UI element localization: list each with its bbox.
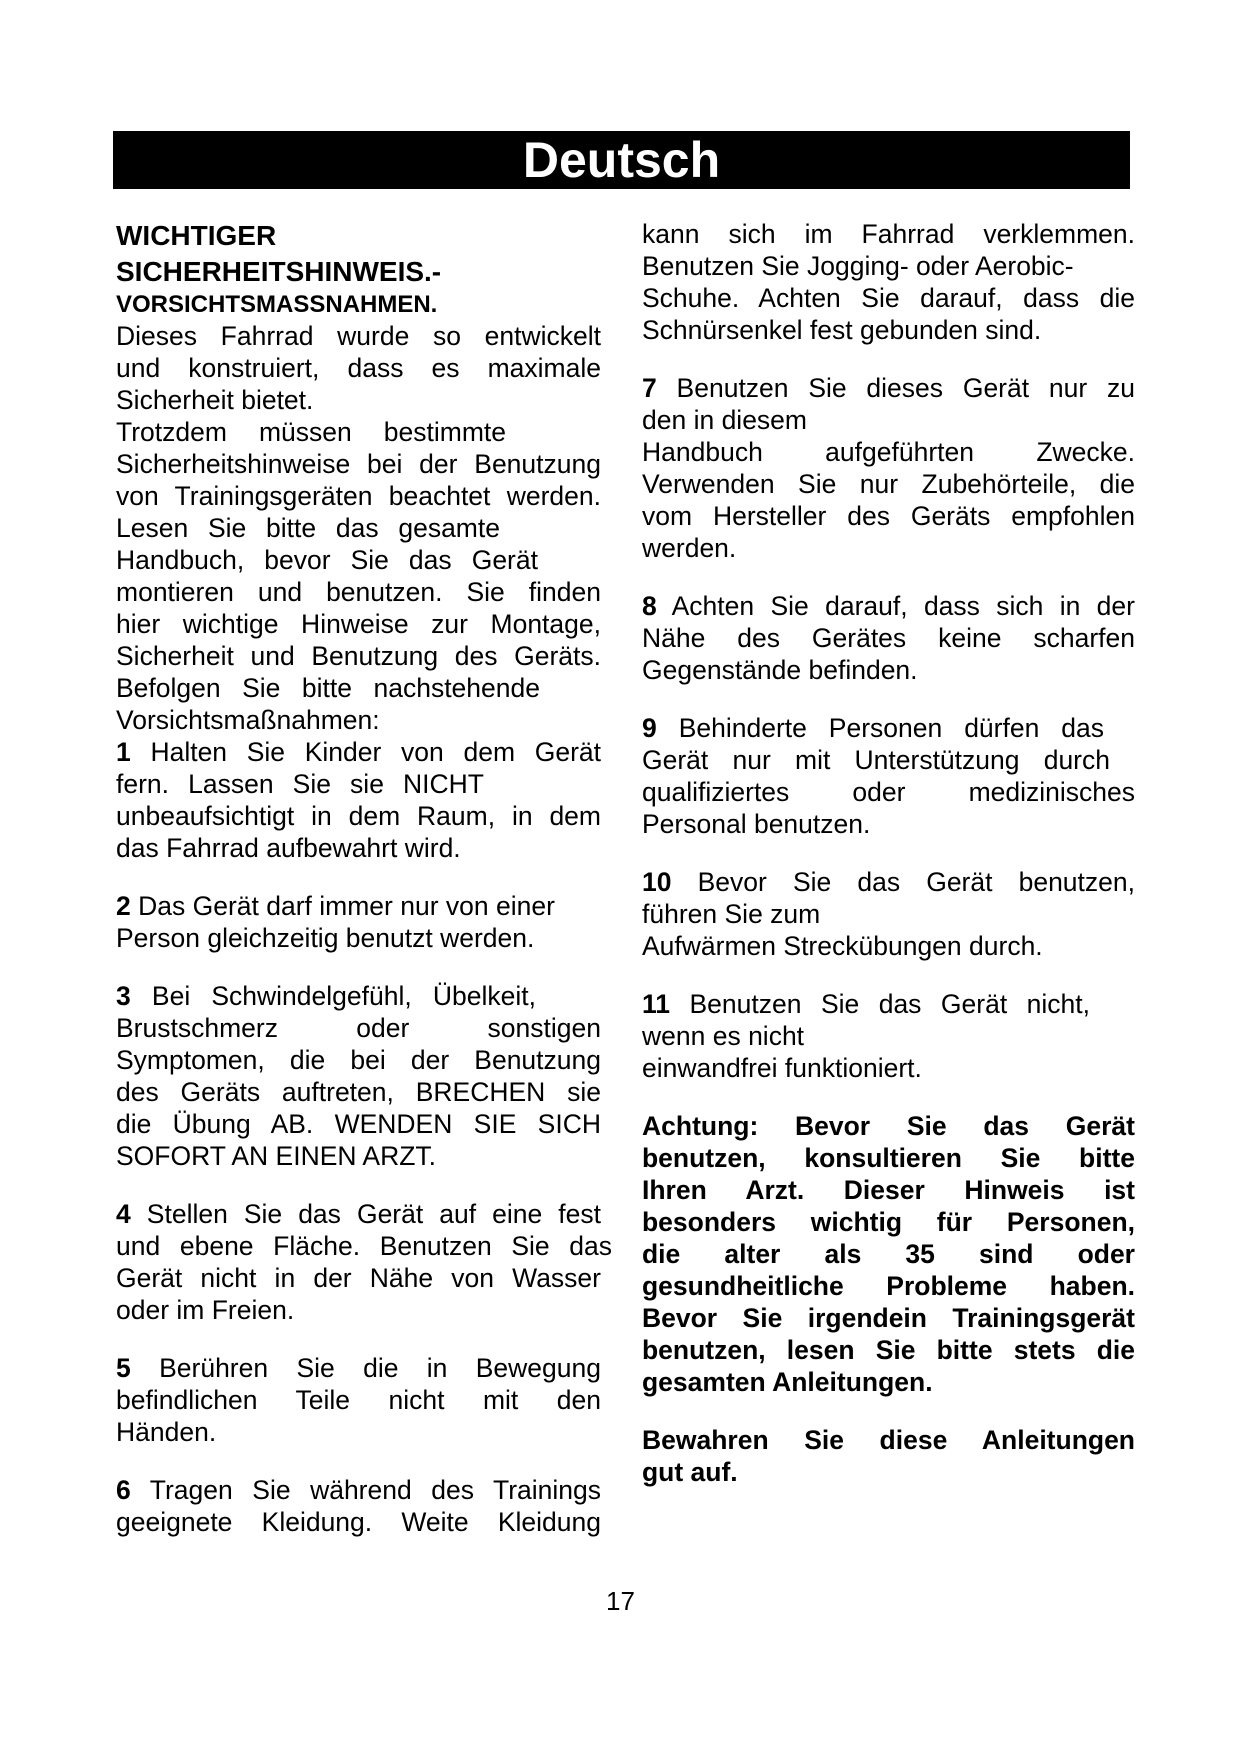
text-line: Händen. [116,1417,217,1447]
text-line: Achtung: Bevor Sie das Gerät [642,1111,1135,1141]
item-number: 7 [642,373,657,403]
item-number: 8 [642,591,657,621]
text-line: Gerät nur mit Unterstützung durch [642,745,1110,775]
text-line: Sicherheit und Benutzung des Geräts. [116,641,601,671]
item-number: 2 [116,891,131,921]
text-line: geeignete Kleidung. Weite Kleidung [116,1507,601,1537]
text-line: fern. Lassen Sie sie NICHT [116,769,484,799]
text-line: Befolgen Sie bitte nachstehende [116,673,540,703]
text-line: Aufwärmen Streckübungen durch. [642,931,1043,961]
text-line: befindlichen Teile nicht mit den [116,1385,601,1415]
text-line: Lesen Sie bitte das gesamte [116,513,500,543]
item-text: Tragen Sie während des Trainings [130,1475,601,1505]
text-line: Brustschmerz oder sonstigen [116,1013,601,1043]
text-line: besonders wichtig für Personen, [642,1207,1135,1237]
text-line: benutzen, konsultieren Sie bitte [642,1143,1135,1173]
item-first-line [116,890,601,922]
text-line: Nähe des Gerätes keine scharfen [642,623,1135,653]
text-line: Bewahren Sie diese Anleitungen [642,1425,1135,1455]
intro-paragraph [116,320,601,736]
text-line: wenn es nicht [642,1021,805,1051]
item-number: 3 [116,981,131,1011]
item-first-line [116,1352,601,1384]
text-line: Ihren Arzt. Dieser Hinweis ist [642,1175,1135,1205]
text-line: unbeaufsichtigt in dem Raum, in dem [116,801,601,831]
page-number: 17 [606,1586,635,1616]
list-item-10 [642,866,1135,962]
item-number: 9 [642,713,657,743]
item-text: Stellen Sie das Gerät auf eine fest [130,1199,601,1229]
text-line: Bevor Sie irgendein Trainingsgerät [642,1303,1135,1333]
left-column [116,218,612,1538]
text-line: Trotzdem müssen bestimmte [116,417,506,447]
text-line: Sicherheit bietet. [116,385,314,415]
text-line: und ebene Fläche. Benutzen Sie das [116,1231,612,1261]
text-line: gesamten Anleitungen. [642,1367,933,1397]
text-line: das Fahrrad aufbewahrt wird. [116,833,461,863]
text-line: Gerät nicht in der Nähe von Wasser [116,1263,601,1293]
text-line: SOFORT AN EINEN ARZT. [116,1141,437,1171]
item-number: 5 [116,1353,131,1383]
item-text: Behinderte Personen dürfen das [656,713,1104,743]
text-line: Person gleichzeitig benutzt werden. [116,923,535,953]
text-line: benutzen, lesen Sie bitte stets die [642,1335,1135,1365]
text-line: Schnürsenkel fest gebunden sind. [642,315,1042,345]
keep-instructions-paragraph [642,1424,1135,1488]
heading-line-2: SICHERHEITSHINWEIS.- [116,256,442,287]
item-text: Benutzen Sie das Gerät nicht, [670,989,1090,1019]
text-line: die Übung AB. WENDEN SIE SICH [116,1109,601,1139]
list-item-4 [116,1198,612,1326]
item-first-line [642,372,1135,404]
item-first-line [642,988,1090,1020]
text-line: von Trainingsgeräten beachtet werden. [116,481,601,511]
text-line: gesundheitliche Probleme haben. [642,1271,1135,1301]
list-item-7 [642,372,1135,564]
text-line: werden. [642,533,737,563]
item-first-line [642,712,1104,744]
list-item-6 [116,1474,601,1538]
right-column [642,218,1135,1488]
text-line: die alter als 35 sind oder [642,1239,1135,1269]
text-line: und konstruiert, dass es maximale [116,353,601,383]
text-line: des Geräts auftreten, BRECHEN sie [116,1077,601,1107]
text-line: führen Sie zum [642,899,821,929]
text-line: montieren und benutzen. Sie finden [116,577,601,607]
item-text: Das Gerät darf immer nur von einer [130,891,555,921]
text-line: Verwenden Sie nur Zubehörteile, die [642,469,1135,499]
item-first-line [642,866,1135,898]
text-line: Dieses Fahrrad wurde so entwickelt [116,321,601,351]
item-text: Halten Sie Kinder von dem Gerät [130,737,601,767]
warning-paragraph [642,1110,1135,1398]
list-item-9 [642,712,1135,840]
text-line: hier wichtige Hinweise zur Montage, [116,609,601,639]
text-line: vom Hersteller des Geräts empfohlen [642,501,1135,531]
text-line: Personal benutzen. [642,809,871,839]
list-item-5 [116,1352,601,1448]
text-line: Schuhe. Achten Sie darauf, dass die [642,283,1135,313]
item-text: Berühren Sie die in Bewegung [130,1353,601,1383]
item-number: 4 [116,1199,131,1229]
text-line: Sicherheitshinweise bei der Benutzung [116,449,601,479]
text-line: gut auf. [642,1457,738,1487]
text-line: Handbuch, bevor Sie das Gerät [116,545,538,575]
list-item-11 [642,988,1135,1084]
text-line: Handbuch aufgeführten Zwecke. [642,437,1135,467]
language-banner: Deutsch [113,131,1130,189]
text-line: Benutzen Sie Jogging- oder Aerobic- [642,251,1074,281]
item-number: 1 [116,737,131,767]
text-line: kann sich im Fahrrad verklemmen. [642,219,1135,249]
item-text: Achten Sie darauf, dass sich in der [656,591,1135,621]
list-item-8 [642,590,1135,686]
list-item-1 [116,736,601,864]
item-text: Bei Schwindelgefühl, Übelkeit, [130,981,536,1011]
item-first-line [116,736,601,768]
item-number: 10 [642,867,672,897]
item-first-line [116,1198,601,1230]
heading-line-1: WICHTIGER [116,220,277,251]
item-first-line [116,1474,601,1506]
text-line: einwandfrei funktioniert. [642,1053,922,1083]
list-item-2 [116,890,601,954]
item-number: 6 [116,1475,131,1505]
item-text: Bevor Sie das Gerät benutzen, [671,867,1135,897]
item-first-line [642,590,1135,622]
text-line: Vorsichtsmaßnahmen: [116,705,380,735]
text-line: Gegenstände befinden. [642,655,918,685]
text-line: oder im Freien. [116,1295,295,1325]
continued-paragraph [642,218,1135,346]
item-text: Benutzen Sie dieses Gerät nur zu [656,373,1135,403]
list-item-3 [116,980,601,1172]
item-first-line [116,980,536,1012]
text-line: den in diesem [642,405,807,435]
item-number: 11 [642,989,671,1019]
text-line: qualifiziertes oder medizinisches [642,777,1135,807]
text-line: Symptomen, die bei der Benutzung [116,1045,601,1075]
heading-line-3: VORSICHTSMASSNAHMEN. [116,291,438,318]
